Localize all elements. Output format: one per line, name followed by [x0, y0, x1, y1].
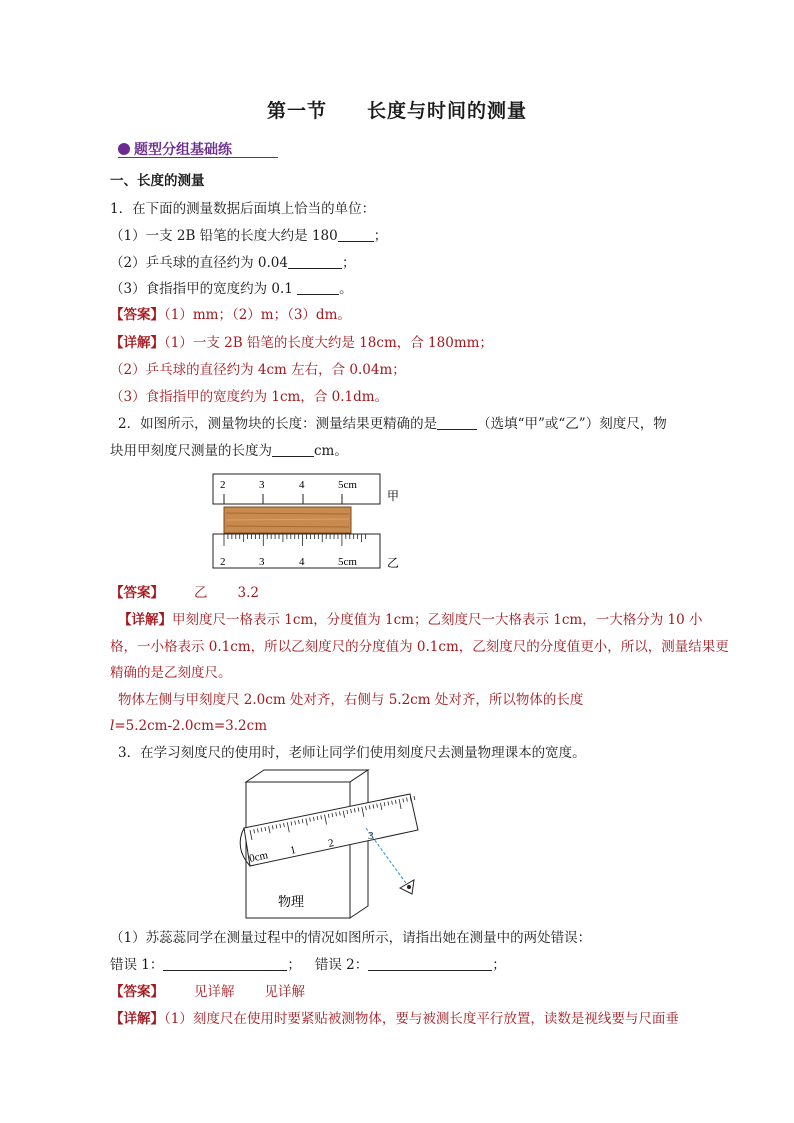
q2-stem-line2	[110, 442, 348, 460]
section-badge	[118, 139, 232, 159]
q1-item2-text: （2）乒乓球的直径约为 0.04	[110, 255, 288, 271]
q1-answer	[110, 306, 351, 324]
q2-answer	[110, 584, 259, 602]
q2-detail4: 物体左侧与甲刻度尺 2.0cm 处对齐，右侧与 5.2cm 处对齐，所以物体的长度	[118, 692, 584, 708]
q3-stem: 3．在学习刻度尺的使用时，老师让同学们使用刻度尺去测量物理课本的宽度。	[118, 745, 586, 761]
q1-blank1	[338, 227, 374, 242]
book-ruler-figure	[228, 768, 428, 920]
ruler-label-two: 2	[327, 837, 336, 850]
ruler-bottom-label: 4	[299, 556, 305, 568]
q1-detail1-text: （1）一支 2B 铅笔的长度大约是 18cm，合 180mm；	[164, 335, 493, 351]
q2-answer2: 3.2	[237, 585, 259, 601]
q2-blank1	[437, 415, 477, 430]
ruler-bottom-label: 3	[259, 556, 265, 568]
q2-stem-b: （选填“甲”或“乙”）刻度尺，物	[477, 416, 667, 432]
q3-answer2: 见详解	[264, 984, 305, 1000]
q2-detail5-var: l	[110, 718, 115, 734]
q1-answer-tag: 【答案】	[110, 307, 164, 323]
q3-answer	[110, 983, 305, 1001]
q2-detail1-text: 甲刻度尺一格表示 1cm，分度值为 1cm；乙刻度尺一大格表示 1cm，一大格分为 10 小	[172, 612, 703, 628]
ruler-label-three: 3	[368, 830, 374, 842]
page-title	[0, 96, 794, 123]
q1-item3-end: 。	[339, 281, 353, 297]
q3-answer-tag: 【答案】	[110, 984, 164, 1000]
ruler-bottom-label: 2	[220, 556, 226, 568]
q1-item1	[110, 227, 387, 245]
q1-detail2: （2）乒乓球的直径约为 4cm 左右，合 0.04m；	[110, 362, 406, 378]
q1-item2-end: ；	[341, 255, 356, 271]
q1-stem: 1．在下面的测量数据后面填上恰当的单位：	[110, 201, 376, 217]
q1-detail3: （3）食指指甲的宽度约为 1cm，合 0.1dm。	[110, 389, 389, 405]
ruler-label-zero: 0cm	[248, 849, 270, 865]
title-topic: 长度与时间的测量	[367, 100, 528, 122]
q1-answer-text: （1）mm；（2）m；（3）dm。	[164, 307, 351, 323]
ruler-figure	[205, 470, 415, 574]
ruler-top-label: 5cm	[338, 479, 357, 491]
q3-err2-end: ；	[492, 957, 506, 973]
q3-detail1-text: （1）刻度尺在使用时要紧贴被测物体，要与被测长度平行放置，读数是视线要与尺面垂	[164, 1011, 679, 1027]
q2-stem-c: 块用甲刻度尺测量的长度为	[110, 443, 272, 459]
ruler-top-label: 4	[299, 479, 305, 491]
q1-item1-text: （1）一支 2B 铅笔的长度大约是 180	[110, 228, 338, 244]
q1-detail1	[110, 334, 493, 352]
ruler-top-label: 3	[259, 479, 265, 491]
q2-answer-tag: 【答案】	[110, 585, 164, 601]
heading-length: 一、长度的测量	[110, 173, 205, 189]
q2-detail5	[110, 717, 267, 735]
q2-blank2	[272, 442, 314, 457]
ruler-bottom-name: 乙	[387, 556, 400, 570]
q2-detail2: 格，一小格表示 0.1cm，所以乙刻度尺的分度值为 0.1cm，乙刻度尺的分度值更小，所以，测量结果更	[110, 639, 729, 655]
book-title: 物理	[278, 895, 305, 910]
bullet-dot-icon	[118, 143, 130, 155]
q1-item1-end: ；	[373, 228, 388, 244]
q1-detail-tag: 【详解】	[110, 335, 164, 351]
q2-answer1: 乙	[194, 585, 208, 601]
ruler-bottom-label: 5cm	[338, 556, 357, 568]
q1-item3-text: （3）食指指甲的宽度约为 0.1	[110, 281, 293, 297]
q3-answer1: 见详解	[194, 984, 235, 1000]
section-underline	[118, 157, 278, 158]
ruler-top-name: 甲	[387, 489, 400, 503]
q3-err1-label: 错误 1：	[110, 957, 164, 973]
q3-err2-label: 错误 2：	[314, 957, 369, 973]
q3-err1-end: ；	[287, 957, 301, 973]
q3-detail1	[110, 1010, 679, 1028]
q2-stem-d: cm。	[314, 443, 348, 459]
book-top	[246, 770, 368, 782]
section-badge-label: 题型分组基础练	[134, 142, 232, 158]
q3-sub1: （1）苏蕊蕊同学在测量过程中的情况如图所示，请指出她在测量中的两处错误：	[110, 930, 592, 946]
q1-item3	[110, 280, 353, 298]
q1-item2	[110, 254, 355, 272]
ruler-label-one: 1	[289, 844, 298, 857]
q2-detail3: 精确的是乙刻度尺。	[110, 665, 232, 681]
ruler-tilted-tick	[414, 796, 415, 800]
q3-detail-tag: 【详解】	[110, 1011, 164, 1027]
q2-stem-line1	[118, 415, 667, 433]
eye-pupil	[407, 885, 411, 889]
title-section: 第一节	[266, 100, 327, 122]
q1-blank2	[288, 254, 342, 269]
q2-detail-tag: 【详解】	[118, 612, 172, 628]
q1-blank3	[297, 280, 339, 295]
q3-errors	[110, 956, 506, 974]
q3-err1-blank	[163, 956, 287, 971]
q2-detail1	[118, 611, 703, 629]
ruler-top-label: 2	[220, 479, 226, 491]
q3-err2-blank	[368, 956, 492, 971]
q2-detail5-text: =5.2cm-2.0cm=3.2cm	[114, 718, 268, 734]
q2-stem-a: 2．如图所示，测量物块的长度：测量结果更精确的是	[118, 416, 438, 432]
